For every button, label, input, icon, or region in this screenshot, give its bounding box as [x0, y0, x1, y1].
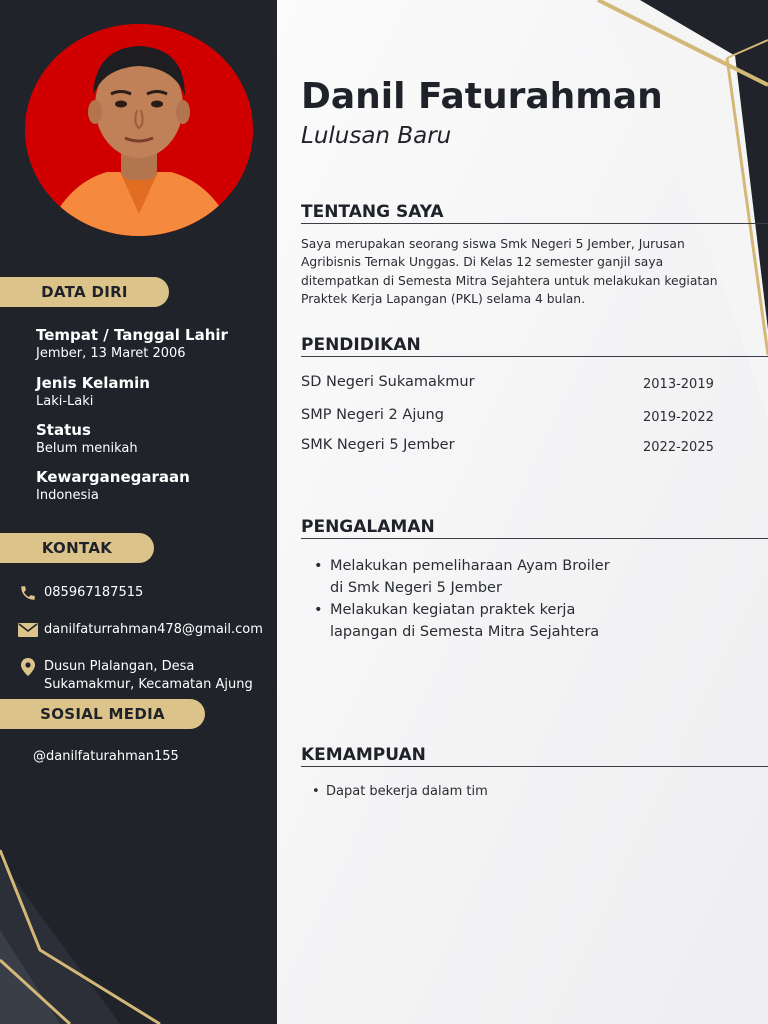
experience-list	[314, 555, 614, 643]
detail-value: Indonesia	[36, 488, 99, 503]
address	[44, 658, 253, 694]
mail-icon	[18, 621, 38, 639]
detail-gender	[36, 374, 150, 410]
address-line-1: Dusun Plalangan, Desa	[44, 659, 195, 674]
profile-photo	[25, 24, 253, 236]
social-handle-row[interactable]	[33, 748, 179, 766]
section-title-experience: PENGALAMAN	[301, 517, 768, 539]
detail-value: Laki-Laki	[36, 394, 94, 409]
education-row	[301, 374, 731, 392]
education-row	[301, 407, 731, 425]
kontak-heading: KONTAK	[0, 533, 154, 563]
contact-email[interactable]	[18, 621, 263, 639]
detail-value: Jember, 13 Maret 2006	[36, 346, 186, 361]
data-diri-heading: DATA DIRI	[0, 277, 169, 307]
detail-value: Belum menikah	[36, 441, 138, 456]
detail-label: Status	[36, 421, 91, 439]
school-name: SD Negeri Sukamakmur	[301, 374, 475, 390]
school-years: 2013-2019	[643, 377, 714, 392]
detail-citizenship	[36, 468, 190, 504]
address-line-2: Sukamakmur, Kecamatan Ajung	[44, 677, 253, 692]
detail-label: Kewarganegaraan	[36, 468, 190, 486]
school-name: SMK Negeri 5 Jember	[301, 437, 455, 453]
contact-address	[18, 658, 253, 694]
contact-phone[interactable]	[18, 584, 143, 602]
detail-label: Jenis Kelamin	[36, 374, 150, 392]
phone-icon	[18, 584, 38, 602]
full-name: Danil Faturahman	[301, 76, 663, 117]
section-title-education: PENDIDIKAN	[301, 335, 768, 357]
list-item: • Melakukan pemeliharaan Ayam Broiler di Smk Negeri 5 Jember	[314, 555, 614, 599]
sosial-media-heading: SOSIAL MEDIA	[0, 699, 205, 729]
sidebar-decoration	[0, 830, 277, 1024]
school-years: 2022-2025	[643, 440, 714, 455]
section-title-skills: KEMAMPUAN	[301, 745, 768, 767]
sidebar	[0, 0, 277, 1024]
detail-birth	[36, 326, 228, 362]
detail-label: Tempat / Tanggal Lahir	[36, 326, 228, 344]
detail-status	[36, 421, 138, 457]
job-title: Lulusan Baru	[301, 123, 452, 149]
social-handle: @danilfaturahman155	[33, 749, 179, 764]
about-text: Saya merupakan seorang siswa Smk Negeri 5 Jember, Jurusan Agribisnis Ternak Unggas. Di Kelas 12 semester ganjil saya ditempatkan di Semesta Mitra Sejahtera untuk melakukan kegiatan Praktek Kerja Lapangan (PKL) selama 4 bulan.	[301, 237, 718, 306]
school-years: 2019-2022	[643, 410, 714, 425]
list-item: • Dapat bekerja dalam tim	[312, 782, 488, 802]
education-row	[301, 437, 731, 455]
skills-list	[312, 782, 488, 802]
phone-number: 085967187515	[44, 585, 144, 600]
section-title-about: TENTANG SAYA	[301, 202, 768, 224]
school-name: SMP Negeri 2 Ajung	[301, 407, 444, 423]
list-item: • Melakukan kegiatan praktek kerja lapangan di Semesta Mitra Sejahtera	[314, 599, 614, 643]
email-address: danilfaturrahman478@gmail.com	[44, 622, 263, 637]
location-pin-icon	[18, 658, 38, 676]
